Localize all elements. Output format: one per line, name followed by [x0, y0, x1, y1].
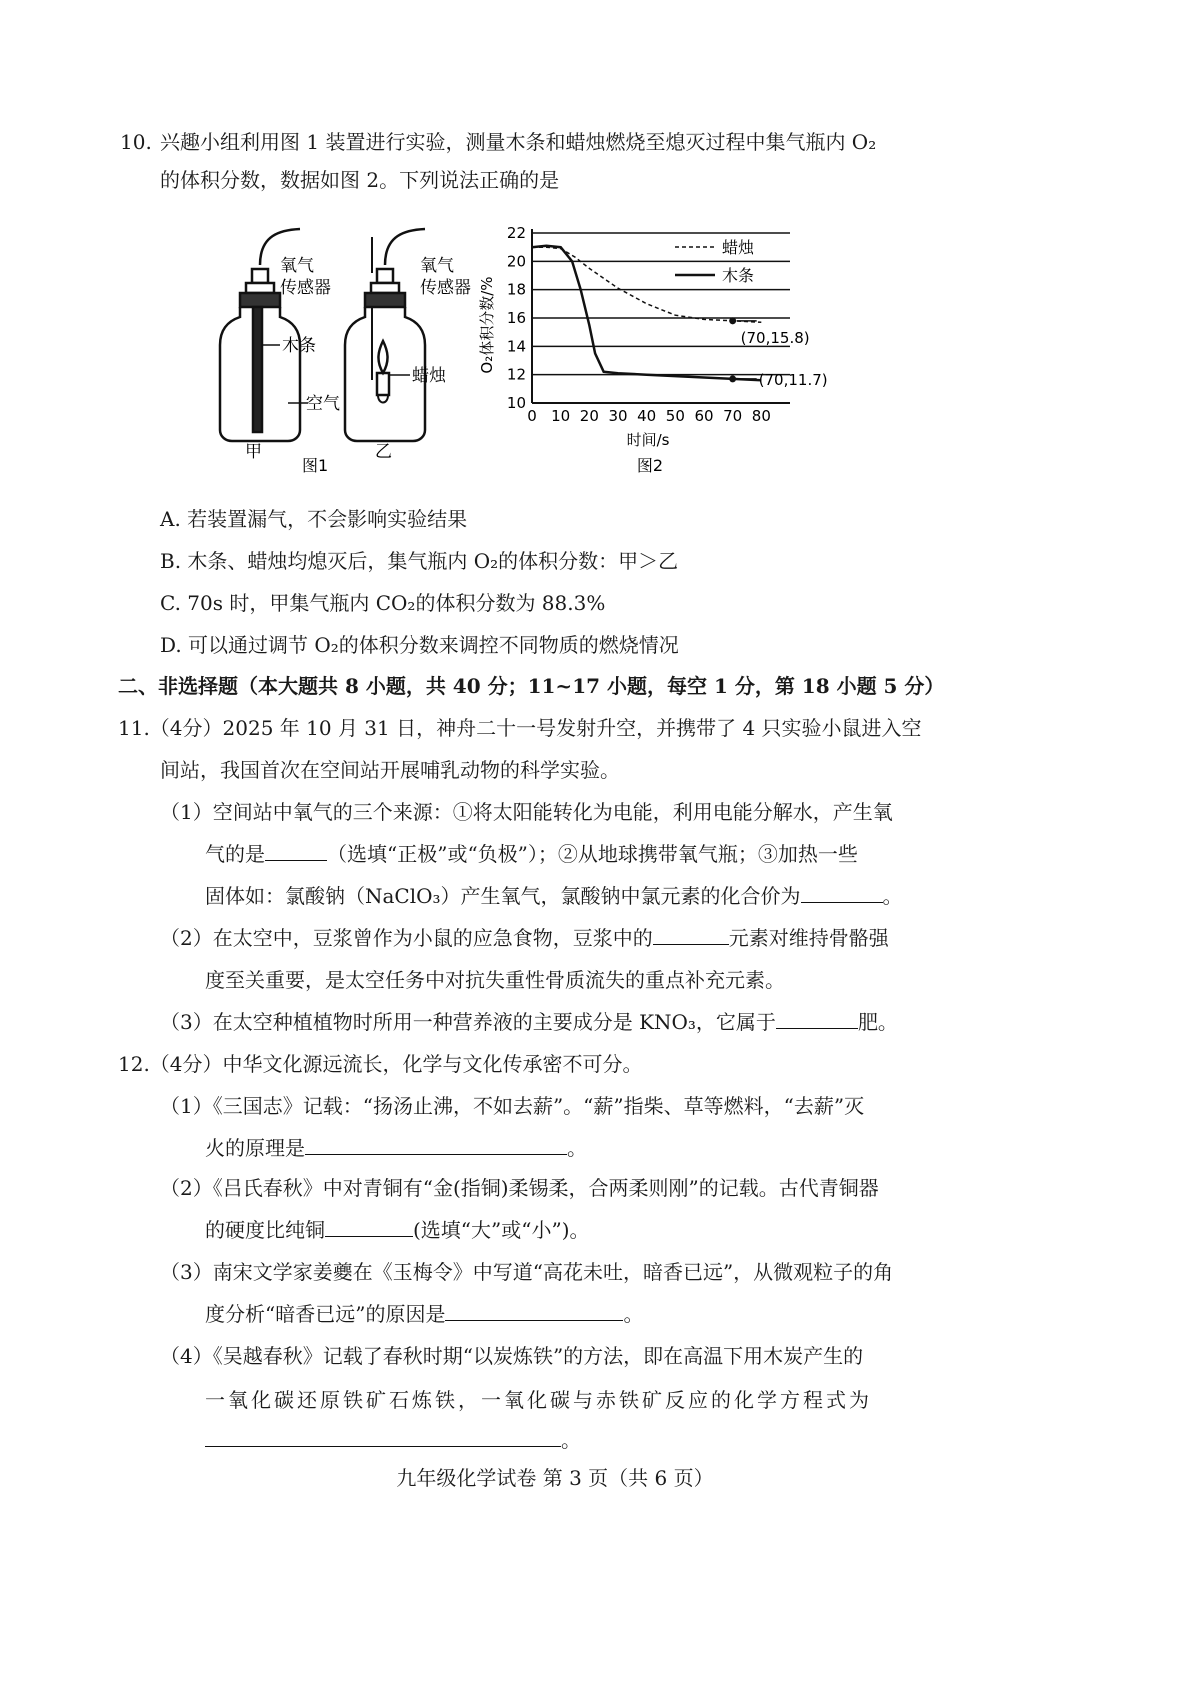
q10-stem-line2: 的体积分数，数据如图 2。下列说法正确的是 [160, 168, 560, 192]
x-tick-label-80: 80 [751, 407, 771, 425]
q10-option-d: D. 可以通过调节 O₂的体积分数来调控不同物质的燃烧情况 [160, 633, 679, 657]
q12-p1-line2 [205, 1134, 587, 1162]
y-tick-label-12: 12 [506, 365, 526, 384]
q11-p1-line3 [205, 882, 903, 910]
q11-p2-line1b: 元素对维持骨骼强 [728, 926, 889, 950]
q12-line1: 12.（4分）中华文化源远流长，化学与文化传承密不可分。 [118, 1052, 643, 1076]
q10-number: 10. [120, 130, 152, 154]
q12-blank-equation[interactable] [205, 1426, 561, 1447]
bottle-yi-label: 乙 [375, 442, 392, 462]
bottle-yi [345, 229, 425, 441]
x-tick-label-20: 20 [579, 407, 599, 425]
q11-p2-line1a: （2）在太空中，豆浆曾作为小鼠的应急食物，豆浆中的 [160, 926, 653, 950]
series-marker-1 [729, 375, 736, 382]
q12-p2-line2a: 的硬度比纯铜 [205, 1218, 325, 1242]
q12-blank-hardness[interactable] [325, 1216, 413, 1237]
legend-label-0: 蜡烛 [722, 238, 755, 257]
q11-p1-line2b: （选填“正极”或“负极”）；②从地球携带氧气瓶；③加热一些 [327, 842, 858, 866]
q11-p2-line1 [160, 924, 889, 952]
candle-label: 蜡烛 [412, 366, 446, 386]
q12-p2-line1: （2）《吕氏春秋》中对青铜有“金(指铜)柔锡柔，合两柔则刚”的记载。古代青铜器 [160, 1176, 879, 1200]
q11-blank-fertilizer[interactable] [776, 1008, 858, 1029]
q12-p3-line2b: 。 [623, 1302, 644, 1326]
q10-option-c: C. 70s 时，甲集气瓶内 CO₂的体积分数为 88.3% [160, 591, 606, 615]
q11-p1-line2a: 气的是 [205, 842, 265, 866]
y-tick-label-18: 18 [506, 280, 526, 299]
air-label: 空气 [306, 394, 340, 414]
q11-p1-line2 [205, 840, 858, 868]
q11-blank-element[interactable] [653, 924, 729, 945]
q12-p2-line2 [205, 1216, 590, 1244]
q11-blank-valence[interactable] [801, 882, 883, 903]
q10-stem-line1: 兴趣小组利用图 1 装置进行实验，测量木条和蜡烛燃烧至熄灭过程中集气瓶内 O₂ [160, 130, 877, 154]
q11-line2: 间站，我国首次在空间站开展哺乳动物的科学实验。 [160, 758, 620, 782]
x-tick-label-60: 60 [694, 407, 714, 425]
q10-option-a: A. 若装置漏气，不会影响实验结果 [160, 507, 468, 531]
sensor-label-a-1: 氧气 [280, 256, 314, 276]
bottle-jia-label: 甲 [245, 442, 262, 462]
x-tick-label-0: 0 [527, 407, 537, 425]
figure-1-caption: 图1 [302, 456, 329, 475]
q12-p4-line1: （4）《吴越春秋》记载了春秋时期“以炭炼铁”的方法，即在高温下用木炭产生的 [160, 1344, 864, 1368]
q11-p1-line3b: 。 [882, 884, 903, 908]
q11-line1: 11.（4分）2025 年 10 月 31 日，神舟二十一号发射升空，并携带了 4 只实验小鼠进入空 [118, 716, 922, 740]
q12-p3-line1: （3）南宋文学家姜夔在《玉梅令》中写道“高花未吐，暗香已远”，从微观粒子的角 [160, 1260, 894, 1284]
q11-p1-line3a: 固体如：氯酸钠（NaClO₃）产生氧气，氯酸钠中氯元素的化合价为 [205, 884, 801, 908]
x-tick-label-50: 50 [665, 407, 685, 425]
q12-p3-line2 [205, 1300, 643, 1328]
q11-p3-line1a: （3）在太空种植植物时所用一种营养液的主要成分是 KNO₃，它属于 [160, 1010, 776, 1034]
chart-xlabel: 时间/s [626, 431, 670, 449]
wood-label: 木条 [282, 336, 316, 356]
q12-p2-line2b: (选填“大”或“小”)。 [413, 1218, 590, 1242]
q12-p3-line2a: 度分析“暗香已远”的原因是 [205, 1302, 446, 1326]
q12-p1-line1: （1）《三国志》记载：“扬汤止沸，不如去薪”。“薪”指柴、草等燃料，“去薪”灭 [160, 1094, 865, 1118]
figure-1-apparatus [200, 225, 500, 480]
y-tick-label-14: 14 [506, 337, 526, 356]
q12-p1-line2a: 火的原理是 [205, 1136, 305, 1160]
q11-p2-line2: 度至关重要，是太空任务中对抗失重性骨质流失的重点补充元素。 [205, 968, 785, 992]
x-tick-label-40: 40 [637, 407, 657, 425]
legend-label-1: 木条 [722, 266, 755, 285]
figure-2-chart [480, 215, 830, 480]
q10-option-b: B. 木条、蜡烛均熄灭后，集气瓶内 O₂的体积分数：甲＞乙 [160, 549, 679, 573]
y-tick-label-20: 20 [506, 252, 526, 271]
q12-blank-particle[interactable] [445, 1300, 623, 1321]
sensor-label-a-2: 传感器 [280, 278, 331, 298]
x-tick-label-30: 30 [608, 407, 628, 425]
section-2-heading: 二、非选择题（本大题共 8 小题，共 40 分；11~17 小题，每空 1 分，第 18 小题 5 分） [118, 674, 945, 698]
page-footer: 九年级化学试卷 第 3 页（共 6 页） [396, 1466, 714, 1490]
y-tick-label-10: 10 [506, 394, 526, 412]
marker-label-0: (70,15.8) [740, 328, 810, 347]
q11-p3-line1 [160, 1008, 898, 1036]
q12-p4-line3b: 。 [561, 1428, 581, 1452]
q12-p4-line2: 一氧化碳还原铁矿石炼铁，一氧化碳与赤铁矿反应的化学方程式为 [205, 1388, 872, 1412]
x-tick-label-70: 70 [723, 407, 743, 425]
q12-blank-principle[interactable] [305, 1134, 567, 1155]
chart-ylabel: O₂体积分数/% [478, 276, 496, 374]
q12-p4-line3 [205, 1426, 581, 1454]
y-tick-label-22: 22 [506, 224, 526, 242]
series-marker-0 [729, 317, 736, 324]
x-tick-label-10: 10 [551, 407, 571, 425]
q11-blank-electrode[interactable] [265, 840, 327, 861]
figure-2-caption: 图2 [636, 456, 664, 475]
y-tick-label-16: 16 [506, 309, 526, 327]
sensor-label-b-2: 传感器 [420, 278, 471, 298]
marker-label-1: (70,11.7) [758, 370, 828, 389]
sensor-label-b-1: 氧气 [420, 256, 454, 276]
q11-p3-line1b: 肥。 [857, 1010, 898, 1034]
q12-p1-line2b: 。 [567, 1136, 587, 1160]
q11-p1-line1: （1）空间站中氧气的三个来源：①将太阳能转化为电能，利用电能分解水，产生氧 [160, 800, 893, 824]
